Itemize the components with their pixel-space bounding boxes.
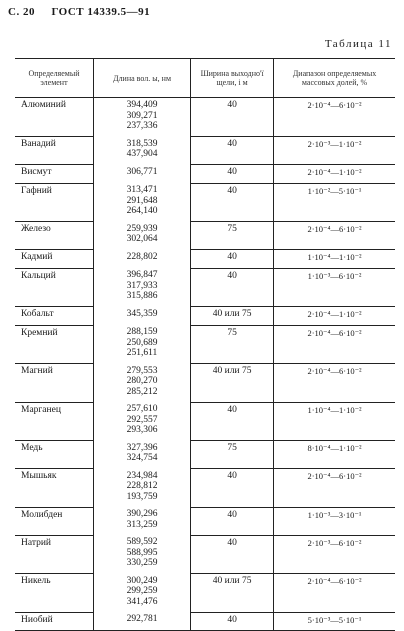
table-row: [15, 441, 395, 469]
col-header-slit: Ширина выходно'ї щели, і м: [191, 59, 274, 98]
slit-width-cell: 40: [191, 183, 274, 222]
table-row: [15, 222, 395, 250]
element-cell: Магний: [15, 364, 93, 403]
wavelength-cell: 279,553 280,270 285,212: [93, 364, 190, 403]
range-cell: 1·10⁻⁴—1·10⁻²: [274, 402, 395, 441]
col-header-element: Определяемый элемент: [15, 59, 93, 98]
element-cell: Натрий: [15, 535, 93, 574]
element-cell: Гафний: [15, 183, 93, 222]
range-cell: 2·10⁻⁴—1·10⁻²: [274, 307, 395, 326]
slit-width-cell: 40 или 75: [191, 307, 274, 326]
slit-width-cell: 40: [191, 98, 274, 137]
range-cell: 8·10⁻⁴—1·10⁻²: [274, 441, 395, 469]
spectral-lines-table: [15, 58, 395, 631]
page-number: С. 20: [8, 6, 35, 18]
slit-width-cell: 40: [191, 137, 274, 165]
wavelength-cell: 228,802: [93, 250, 190, 269]
wavelength-cell: 396,847 317,933 315,886: [93, 268, 190, 307]
wavelength-cell: 313,471 291,648 264,140: [93, 183, 190, 222]
element-cell: Никель: [15, 574, 93, 613]
col-header-range: Диапазон определяемых массовых долей, %: [274, 59, 395, 98]
range-cell: 2·10⁻⁴—6·10⁻²: [274, 222, 395, 250]
element-cell: Кобальт: [15, 307, 93, 326]
range-cell: 2·10⁻⁴—1·10⁻²: [274, 165, 395, 184]
slit-width-cell: 40 или 75: [191, 364, 274, 403]
table-row: [15, 268, 395, 307]
wavelength-cell: 390,296 313,259: [93, 507, 190, 535]
wavelength-cell: 589,592 588,995 330,259: [93, 535, 190, 574]
table-row: [15, 250, 395, 269]
table-row: [15, 507, 395, 535]
table-caption: Таблица 11: [324, 38, 392, 50]
page-header: [8, 6, 150, 18]
element-cell: Кремний: [15, 325, 93, 364]
table-row: [15, 307, 395, 326]
element-cell: Висмут: [15, 165, 93, 184]
slit-width-cell: 40 или 75: [191, 574, 274, 613]
standard-code: ГОСТ 14339.5—91: [51, 6, 151, 18]
range-cell: 2·10⁻⁴—6·10⁻²: [274, 325, 395, 364]
table-row: [15, 535, 395, 574]
table-row: [15, 574, 395, 613]
range-cell: 2·10⁻⁴—6·10⁻²: [274, 364, 395, 403]
wavelength-cell: 257,610 292,557 293,306: [93, 402, 190, 441]
table-row: [15, 98, 395, 137]
range-cell: 1·10⁻³—6·10⁻²: [274, 268, 395, 307]
slit-width-cell: 75: [191, 325, 274, 364]
table-row: [15, 183, 395, 222]
wavelength-cell: 345,359: [93, 307, 190, 326]
table-row: [15, 325, 395, 364]
table-row: [15, 364, 395, 403]
wavelength-cell: 292,781: [93, 612, 190, 631]
wavelength-cell: 300,249 299,259 341,476: [93, 574, 190, 613]
element-cell: Марганец: [15, 402, 93, 441]
slit-width-cell: 40: [191, 165, 274, 184]
slit-width-cell: 40: [191, 507, 274, 535]
table-row: [15, 612, 395, 631]
slit-width-cell: 40: [191, 612, 274, 631]
range-cell: 2·10⁻³—1·10⁻²: [274, 137, 395, 165]
range-cell: 5·10⁻³—5·10⁻¹: [274, 612, 395, 631]
range-cell: 2·10⁻⁴—6·10⁻²: [274, 574, 395, 613]
slit-width-cell: 40: [191, 250, 274, 269]
element-cell: Ванадий: [15, 137, 93, 165]
slit-width-cell: 40: [191, 402, 274, 441]
range-cell: 1·10⁻²—5·10⁻¹: [274, 183, 395, 222]
range-cell: 2·10⁻³—6·10⁻²: [274, 535, 395, 574]
element-cell: Медь: [15, 441, 93, 469]
wavelength-cell: 234,984 228,812 193,759: [93, 469, 190, 508]
element-cell: Кальций: [15, 268, 93, 307]
range-cell: 2·10⁻⁴—6·10⁻²: [274, 98, 395, 137]
element-cell: Ниобий: [15, 612, 93, 631]
wavelength-cell: 318,539 437,904: [93, 137, 190, 165]
element-cell: Молибден: [15, 507, 93, 535]
wavelength-cell: 394,409 309,271 237,336: [93, 98, 190, 137]
element-cell: Алюминий: [15, 98, 93, 137]
table-row: [15, 469, 395, 508]
range-cell: 1·10⁻³—3·10⁻¹: [274, 507, 395, 535]
table-body: [15, 98, 395, 631]
wavelength-cell: 306,771: [93, 165, 190, 184]
element-cell: Кадмий: [15, 250, 93, 269]
table-row: [15, 165, 395, 184]
element-cell: Железо: [15, 222, 93, 250]
slit-width-cell: 40: [191, 469, 274, 508]
range-cell: 2·10⁻⁴—6·10⁻²: [274, 469, 395, 508]
wavelength-cell: 259,939 302,064: [93, 222, 190, 250]
slit-width-cell: 40: [191, 535, 274, 574]
wavelength-cell: 288,159 250,689 251,611: [93, 325, 190, 364]
element-cell: Мышьяк: [15, 469, 93, 508]
table-row: [15, 137, 395, 165]
col-header-wavelength: Длина вол. ы, нм: [93, 59, 190, 98]
slit-width-cell: 75: [191, 222, 274, 250]
table-row: [15, 402, 395, 441]
slit-width-cell: 40: [191, 268, 274, 307]
table-header-row: [15, 59, 395, 98]
range-cell: 1·10⁻⁴—1·10⁻²: [274, 250, 395, 269]
slit-width-cell: 75: [191, 441, 274, 469]
wavelength-cell: 327,396 324,754: [93, 441, 190, 469]
